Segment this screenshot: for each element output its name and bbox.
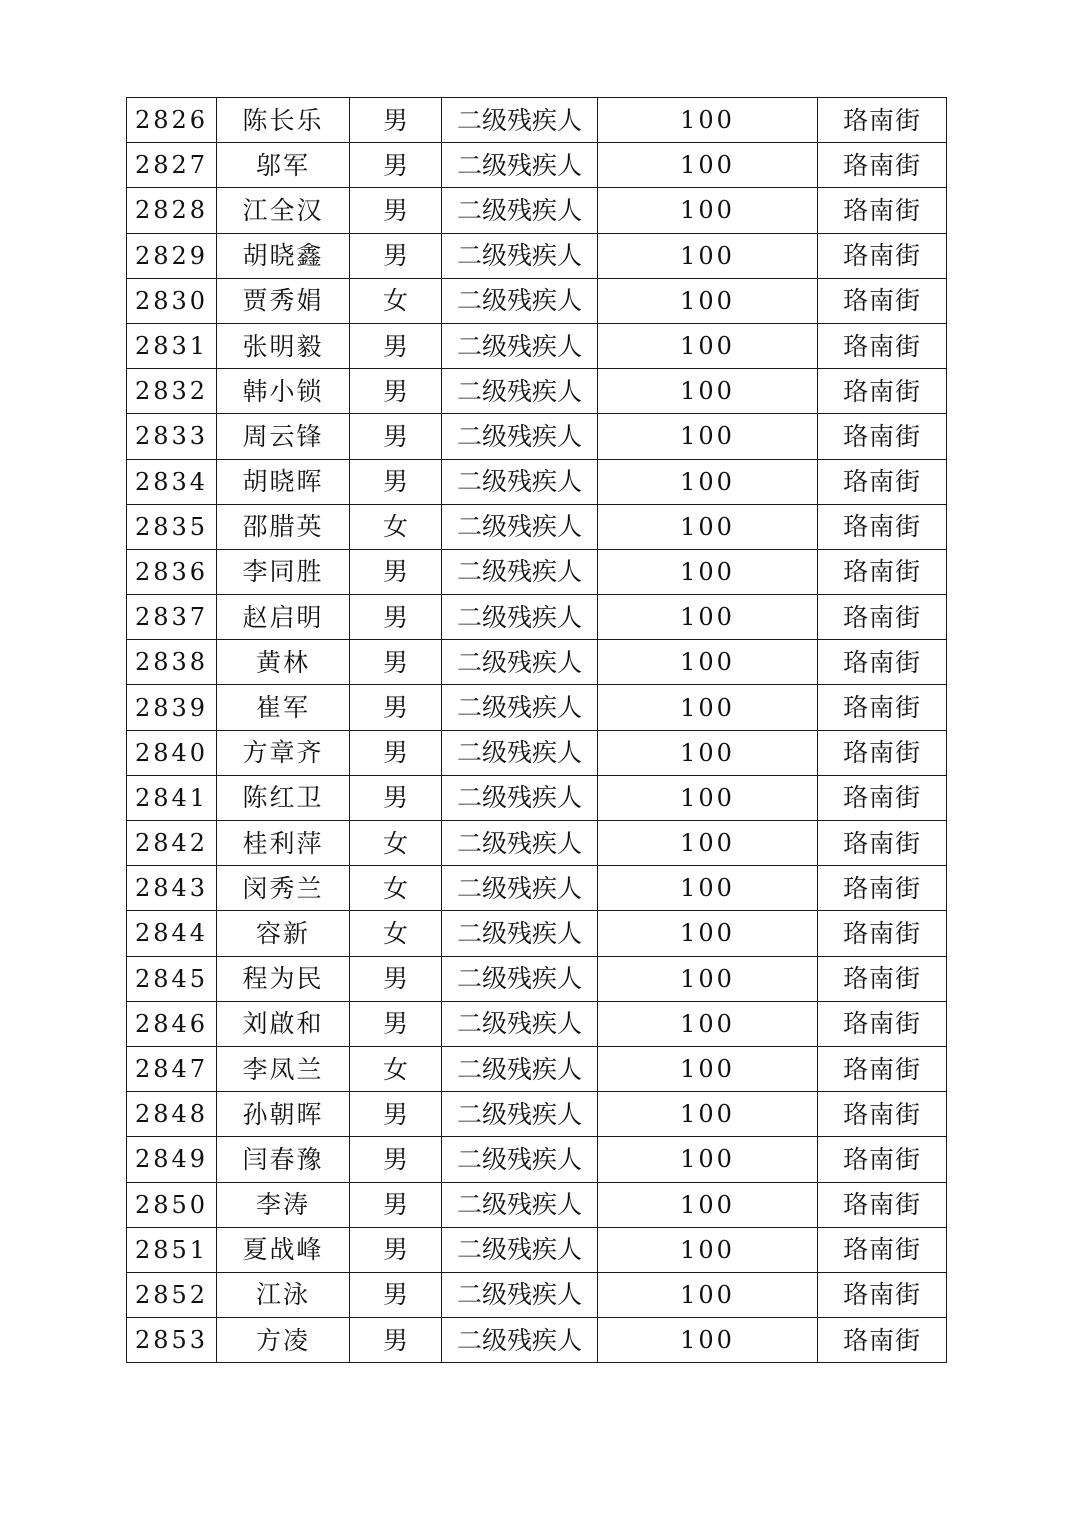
- disability-level-cell: 二级残疾人: [442, 866, 598, 911]
- amount-cell: 100: [598, 685, 818, 730]
- gender-cell: 男: [350, 188, 442, 233]
- table-row: [127, 685, 947, 730]
- disability-level-cell: 二级残疾人: [442, 1272, 598, 1317]
- disability-level-cell: 二级残疾人: [442, 369, 598, 414]
- table-row: [127, 640, 947, 685]
- serial-number-cell: 2848: [127, 1092, 217, 1137]
- serial-number-cell: 2826: [127, 98, 217, 143]
- serial-number-cell: 2851: [127, 1227, 217, 1272]
- name-cell: 胡晓晖: [217, 459, 350, 504]
- table-row: [127, 98, 947, 143]
- disability-level-cell: 二级残疾人: [442, 1137, 598, 1182]
- disability-level-cell: 二级残疾人: [442, 233, 598, 278]
- table-row: [127, 1001, 947, 1046]
- gender-cell: 男: [350, 1001, 442, 1046]
- serial-number-cell: 2839: [127, 685, 217, 730]
- gender-cell: 男: [350, 233, 442, 278]
- amount-cell: 100: [598, 98, 818, 143]
- gender-cell: 女: [350, 821, 442, 866]
- street-cell: 珞南街: [818, 956, 947, 1001]
- amount-cell: 100: [598, 369, 818, 414]
- table-row: [127, 775, 947, 820]
- table-row: [127, 911, 947, 956]
- street-cell: 珞南街: [818, 1182, 947, 1227]
- name-cell: 方凌: [217, 1318, 350, 1363]
- amount-cell: 100: [598, 1318, 818, 1363]
- table-row: [127, 1272, 947, 1317]
- table-row: [127, 323, 947, 368]
- gender-cell: 男: [350, 1318, 442, 1363]
- street-cell: 珞南街: [818, 549, 947, 594]
- disability-level-cell: 二级残疾人: [442, 143, 598, 188]
- amount-cell: 100: [598, 866, 818, 911]
- gender-cell: 女: [350, 278, 442, 323]
- table-row: [127, 730, 947, 775]
- serial-number-cell: 2849: [127, 1137, 217, 1182]
- name-cell: 江全汉: [217, 188, 350, 233]
- street-cell: 珞南街: [818, 821, 947, 866]
- gender-cell: 男: [350, 685, 442, 730]
- disability-level-cell: 二级残疾人: [442, 595, 598, 640]
- gender-cell: 男: [350, 459, 442, 504]
- serial-number-cell: 2837: [127, 595, 217, 640]
- serial-number-cell: 2834: [127, 459, 217, 504]
- serial-number-cell: 2828: [127, 188, 217, 233]
- disability-level-cell: 二级残疾人: [442, 730, 598, 775]
- serial-number-cell: 2842: [127, 821, 217, 866]
- table-row: [127, 459, 947, 504]
- table-row: [127, 821, 947, 866]
- amount-cell: 100: [598, 323, 818, 368]
- table-row: [127, 414, 947, 459]
- table-row: [127, 1046, 947, 1091]
- table-row: [127, 504, 947, 549]
- gender-cell: 男: [350, 956, 442, 1001]
- gender-cell: 男: [350, 1272, 442, 1317]
- gender-cell: 男: [350, 369, 442, 414]
- name-cell: 陈红卫: [217, 775, 350, 820]
- table-row: [127, 143, 947, 188]
- amount-cell: 100: [598, 730, 818, 775]
- serial-number-cell: 2827: [127, 143, 217, 188]
- street-cell: 珞南街: [818, 1046, 947, 1091]
- amount-cell: 100: [598, 233, 818, 278]
- street-cell: 珞南街: [818, 1001, 947, 1046]
- disability-level-cell: 二级残疾人: [442, 323, 598, 368]
- gender-cell: 男: [350, 775, 442, 820]
- name-cell: 闫春豫: [217, 1137, 350, 1182]
- disability-level-cell: 二级残疾人: [442, 278, 598, 323]
- serial-number-cell: 2843: [127, 866, 217, 911]
- amount-cell: 100: [598, 956, 818, 1001]
- name-cell: 黄林: [217, 640, 350, 685]
- disability-level-cell: 二级残疾人: [442, 911, 598, 956]
- disability-level-cell: 二级残疾人: [442, 1092, 598, 1137]
- gender-cell: 男: [350, 549, 442, 594]
- name-cell: 程为民: [217, 956, 350, 1001]
- name-cell: 李同胜: [217, 549, 350, 594]
- gender-cell: 男: [350, 1092, 442, 1137]
- name-cell: 桂利萍: [217, 821, 350, 866]
- disability-level-cell: 二级残疾人: [442, 956, 598, 1001]
- street-cell: 珞南街: [818, 595, 947, 640]
- table-row: [127, 233, 947, 278]
- street-cell: 珞南街: [818, 730, 947, 775]
- serial-number-cell: 2831: [127, 323, 217, 368]
- street-cell: 珞南街: [818, 1318, 947, 1363]
- name-cell: 邵腊英: [217, 504, 350, 549]
- street-cell: 珞南街: [818, 233, 947, 278]
- disability-level-cell: 二级残疾人: [442, 640, 598, 685]
- gender-cell: 男: [350, 595, 442, 640]
- table-row: [127, 369, 947, 414]
- amount-cell: 100: [598, 459, 818, 504]
- street-cell: 珞南街: [818, 369, 947, 414]
- serial-number-cell: 2829: [127, 233, 217, 278]
- gender-cell: 男: [350, 1227, 442, 1272]
- gender-cell: 男: [350, 323, 442, 368]
- disability-level-cell: 二级残疾人: [442, 821, 598, 866]
- disability-level-cell: 二级残疾人: [442, 459, 598, 504]
- table-row: [127, 866, 947, 911]
- amount-cell: 100: [598, 1137, 818, 1182]
- street-cell: 珞南街: [818, 143, 947, 188]
- disability-level-cell: 二级残疾人: [442, 414, 598, 459]
- table-row: [127, 1092, 947, 1137]
- serial-number-cell: 2836: [127, 549, 217, 594]
- street-cell: 珞南街: [818, 1092, 947, 1137]
- name-cell: 江泳: [217, 1272, 350, 1317]
- serial-number-cell: 2852: [127, 1272, 217, 1317]
- serial-number-cell: 2833: [127, 414, 217, 459]
- amount-cell: 100: [598, 549, 818, 594]
- serial-number-cell: 2832: [127, 369, 217, 414]
- gender-cell: 男: [350, 143, 442, 188]
- name-cell: 孙朝晖: [217, 1092, 350, 1137]
- name-cell: 贾秀娟: [217, 278, 350, 323]
- amount-cell: 100: [598, 414, 818, 459]
- street-cell: 珞南街: [818, 640, 947, 685]
- street-cell: 珞南街: [818, 459, 947, 504]
- name-cell: 闵秀兰: [217, 866, 350, 911]
- serial-number-cell: 2838: [127, 640, 217, 685]
- street-cell: 珞南街: [818, 775, 947, 820]
- disability-level-cell: 二级残疾人: [442, 1227, 598, 1272]
- street-cell: 珞南街: [818, 188, 947, 233]
- street-cell: 珞南街: [818, 414, 947, 459]
- amount-cell: 100: [598, 1272, 818, 1317]
- street-cell: 珞南街: [818, 504, 947, 549]
- amount-cell: 100: [598, 278, 818, 323]
- amount-cell: 100: [598, 188, 818, 233]
- name-cell: 李涛: [217, 1182, 350, 1227]
- name-cell: 刘啟和: [217, 1001, 350, 1046]
- disability-level-cell: 二级残疾人: [442, 685, 598, 730]
- disability-level-cell: 二级残疾人: [442, 1046, 598, 1091]
- serial-number-cell: 2847: [127, 1046, 217, 1091]
- disability-level-cell: 二级残疾人: [442, 1001, 598, 1046]
- serial-number-cell: 2850: [127, 1182, 217, 1227]
- gender-cell: 男: [350, 98, 442, 143]
- serial-number-cell: 2845: [127, 956, 217, 1001]
- amount-cell: 100: [598, 1092, 818, 1137]
- serial-number-cell: 2844: [127, 911, 217, 956]
- disability-level-cell: 二级残疾人: [442, 1182, 598, 1227]
- street-cell: 珞南街: [818, 1227, 947, 1272]
- name-cell: 方章齐: [217, 730, 350, 775]
- disability-level-cell: 二级残疾人: [442, 98, 598, 143]
- table-row: [127, 1182, 947, 1227]
- disability-level-cell: 二级残疾人: [442, 188, 598, 233]
- name-cell: 周云锋: [217, 414, 350, 459]
- table-row: [127, 1318, 947, 1363]
- roster-table-body: [127, 98, 947, 1363]
- amount-cell: 100: [598, 1182, 818, 1227]
- table-row: [127, 188, 947, 233]
- gender-cell: 女: [350, 866, 442, 911]
- amount-cell: 100: [598, 1001, 818, 1046]
- gender-cell: 女: [350, 911, 442, 956]
- table-row: [127, 1227, 947, 1272]
- amount-cell: 100: [598, 640, 818, 685]
- street-cell: 珞南街: [818, 685, 947, 730]
- table-row: [127, 549, 947, 594]
- street-cell: 珞南街: [818, 1272, 947, 1317]
- name-cell: 夏战峰: [217, 1227, 350, 1272]
- serial-number-cell: 2853: [127, 1318, 217, 1363]
- name-cell: 张明毅: [217, 323, 350, 368]
- table-row: [127, 1137, 947, 1182]
- serial-number-cell: 2835: [127, 504, 217, 549]
- gender-cell: 女: [350, 504, 442, 549]
- disability-level-cell: 二级残疾人: [442, 1318, 598, 1363]
- gender-cell: 男: [350, 640, 442, 685]
- serial-number-cell: 2830: [127, 278, 217, 323]
- amount-cell: 100: [598, 1227, 818, 1272]
- serial-number-cell: 2841: [127, 775, 217, 820]
- name-cell: 容新: [217, 911, 350, 956]
- amount-cell: 100: [598, 1046, 818, 1091]
- amount-cell: 100: [598, 504, 818, 549]
- gender-cell: 男: [350, 414, 442, 459]
- name-cell: 李凤兰: [217, 1046, 350, 1091]
- table-row: [127, 956, 947, 1001]
- table-row: [127, 278, 947, 323]
- gender-cell: 男: [350, 1182, 442, 1227]
- gender-cell: 男: [350, 730, 442, 775]
- amount-cell: 100: [598, 911, 818, 956]
- serial-number-cell: 2846: [127, 1001, 217, 1046]
- name-cell: 崔军: [217, 685, 350, 730]
- street-cell: 珞南街: [818, 323, 947, 368]
- street-cell: 珞南街: [818, 866, 947, 911]
- disability-level-cell: 二级残疾人: [442, 549, 598, 594]
- amount-cell: 100: [598, 775, 818, 820]
- amount-cell: 100: [598, 821, 818, 866]
- amount-cell: 100: [598, 143, 818, 188]
- disability-level-cell: 二级残疾人: [442, 504, 598, 549]
- street-cell: 珞南街: [818, 98, 947, 143]
- name-cell: 韩小锁: [217, 369, 350, 414]
- amount-cell: 100: [598, 595, 818, 640]
- table-row: [127, 595, 947, 640]
- serial-number-cell: 2840: [127, 730, 217, 775]
- street-cell: 珞南街: [818, 911, 947, 956]
- name-cell: 陈长乐: [217, 98, 350, 143]
- disability-level-cell: 二级残疾人: [442, 775, 598, 820]
- street-cell: 珞南街: [818, 1137, 947, 1182]
- name-cell: 胡晓鑫: [217, 233, 350, 278]
- name-cell: 赵启明: [217, 595, 350, 640]
- gender-cell: 女: [350, 1046, 442, 1091]
- street-cell: 珞南街: [818, 278, 947, 323]
- roster-table: [126, 97, 947, 1363]
- name-cell: 邬军: [217, 143, 350, 188]
- gender-cell: 男: [350, 1137, 442, 1182]
